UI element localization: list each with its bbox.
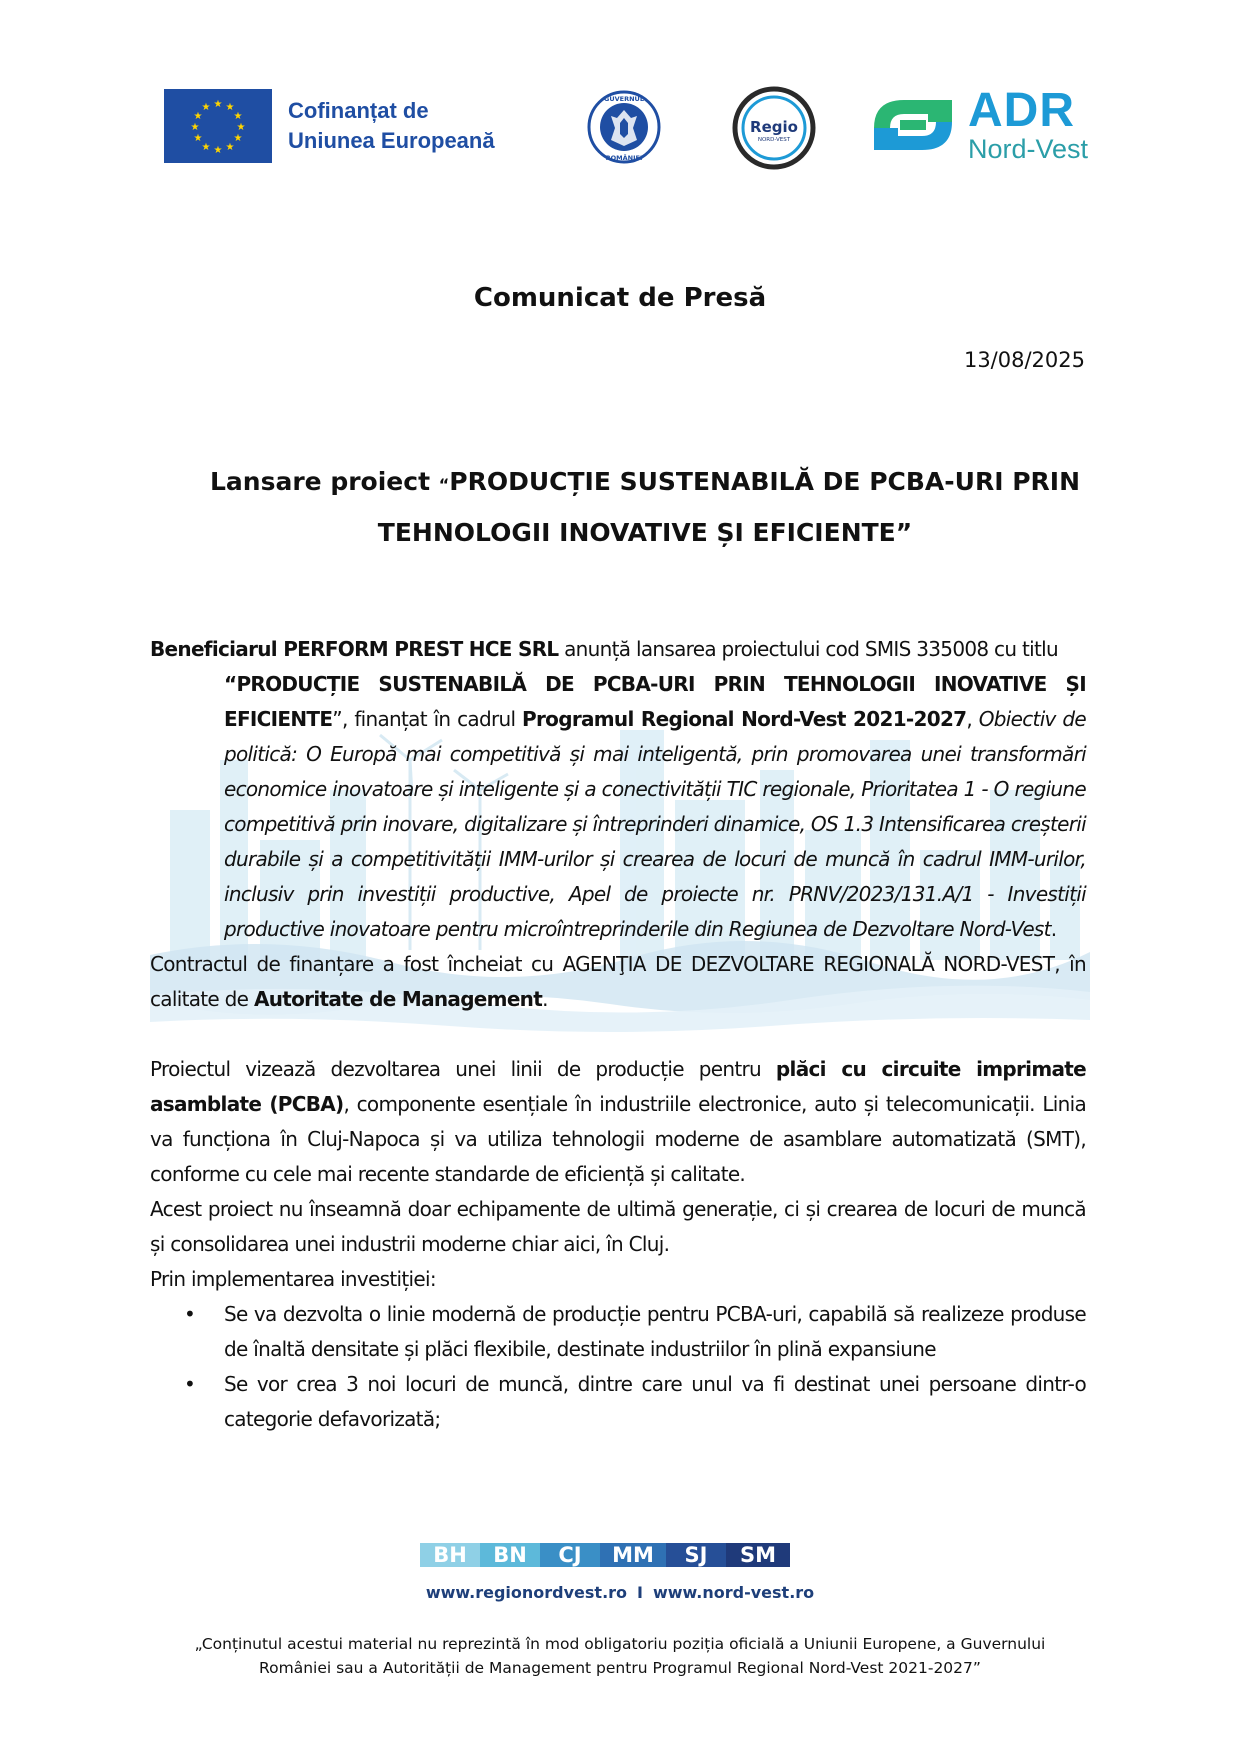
eu-flag-icon (164, 89, 272, 163)
county-sj: SJ (666, 1543, 726, 1567)
svg-text:★: ★ (225, 142, 235, 153)
financed-in-text: ”, finanțat în cadrul (332, 707, 523, 731)
county-bn: BN (480, 1543, 540, 1567)
svg-text:★: ★ (236, 122, 246, 133)
program-name: Programul Regional Nord-Vest 2021-2027 (522, 707, 967, 731)
project-title-open-quote: “ (438, 475, 450, 494)
website-link-regionordvest[interactable]: www.regionordvest.ro (425, 1583, 628, 1602)
svg-text:★: ★ (190, 122, 200, 133)
project-name: “PRODUCȚIE SUSTENABILĂ DE PCBA-URI PRIN TEHNOLOGII INOVATIVE ȘI EFICIENTE (224, 672, 1086, 731)
county-bh: BH (420, 1543, 480, 1567)
svg-text:ROMÂNIEI: ROMÂNIEI (605, 154, 643, 162)
contract-text: Contractul de finanțare a fost încheiat cu AGENŢIA DE DEZVOLTARE REGIONALĂ NORD-VEST, în calitate de (150, 952, 1086, 1011)
footer-disclaimer: „Conținutul acestui material nu reprezintă în mod obligatoriu poziția oficială a Uniunii Europene, a Guvernului României sau a Autorității de Management pentru Programul Regional Nord-Vest 2021-2027” (194, 1635, 1046, 1677)
paragraph-impact: Acest proiect nu înseamnă doar echipamente de ultimă generație, ci și crearea de locuri de muncă și consolidarea unei industrii moderne chiar aici, în Cluj. (150, 1197, 1086, 1256)
list-item: • Se va dezvolta o linie modernă de producție pentru PCBA-uri, capabilă să realizeze produse de înaltă densitate și plăci flexibile, destinate industriilor în plină expansiune (224, 1297, 1086, 1367)
project-title-close-quote: ” (895, 518, 913, 547)
svg-text:★: ★ (233, 111, 243, 122)
svg-text:★: ★ (213, 145, 223, 156)
beneficiary-name: Beneficiarul PERFORM PREST HCE SRL (150, 637, 559, 661)
eu-text-line2: Uniunea Europeană (288, 128, 495, 153)
romanian-government-seal-icon (587, 90, 661, 164)
website-link-nord-vest[interactable]: www.nord-vest.ro (652, 1583, 815, 1602)
svg-text:★: ★ (201, 142, 211, 153)
regio-logo (730, 86, 818, 170)
pcba-term: plăci cu circuite imprimate asamblate (PCBA) (150, 1057, 1086, 1116)
eu-text-line1: Cofinanțat de (288, 98, 429, 123)
page-title: Comunicat de Presă (473, 283, 767, 313)
paragraph-project-details (150, 667, 1086, 947)
regio-logo-text: Regio (750, 118, 798, 136)
document-date: 13/08/2025 (963, 348, 1085, 372)
management-authority: Autoritate de Management (253, 987, 543, 1011)
paragraph-project-goal (150, 1052, 1086, 1192)
svg-text:★: ★ (225, 102, 235, 113)
objective-end: . (1050, 917, 1057, 941)
implementation-list (150, 1297, 1086, 1437)
project-title-name: PRODUCȚIE SUSTENABILĂ DE PCBA-URI PRIN TEHNOLOGII INOVATIVE ȘI EFICIENTE (377, 467, 1080, 547)
paragraph-announcement (150, 632, 1086, 667)
svg-text:★: ★ (193, 111, 203, 122)
svg-text:★: ★ (193, 133, 203, 144)
paragraph-implementation-intro: Prin implementarea investiției: (150, 1267, 436, 1291)
program-comma: , (966, 707, 979, 731)
county-sm: SM (726, 1543, 790, 1567)
list-item: • Se vor crea 3 noi locuri de muncă, dintre care unul va fi destinat unei persoane dintr-o categorie defavorizată; (224, 1367, 1086, 1437)
announcement-text: anunță lansarea proiectului cod SMIS 335008 cu titlu (558, 637, 1058, 661)
county-mm: MM (600, 1543, 666, 1567)
press-release-body (150, 632, 1086, 1437)
goal-text-1: Proiectul vizează dezvoltarea unei linii de producție pentru (150, 1057, 776, 1081)
adr-subtext: Nord-Vest (968, 134, 1089, 164)
policy-objective: Obiectiv de politică: O Europă mai competitivă și mai inteligentă, prin promovarea unei transformări economice inovatoare și inteligente și a conectivității TIC regionale, Prioritatea 1 - O regiune competitivă prin inovare, digitalizare și întreprinderi dinamice, OS 1.3 Intensificarea creșterii durabile și a competitivității IMM-urilor și crearea de locuri de muncă în cadrul IMM-urilor, inclusiv prin investiții productive, Apel de proiecte nr. PRNV/2023/131.A/1 - Investiții productive inovatoare pentru microîntreprinderile din Regiunea de Dezvoltare Nord-Vest (224, 707, 1087, 941)
project-title (150, 458, 1140, 557)
svg-text:GUVERNUL: GUVERNUL (604, 95, 644, 103)
svg-text:★: ★ (213, 99, 223, 110)
contract-end: . (542, 987, 548, 1011)
county-bar (420, 1543, 790, 1567)
goal-text-2: , componente esențiale în industriile electronice, auto și telecomunicații. Linia va funcționa în Cluj-Napoca și va utiliza tehnologii moderne de asamblare automatizată (SMT), conforme cu cele mai recente standarde de eficiență și calitate. (150, 1092, 1087, 1186)
paragraph-contract (150, 947, 1086, 1017)
svg-text:★: ★ (201, 102, 211, 113)
footer-websites (0, 1583, 1240, 1602)
project-title-prefix: Lansare proiect (209, 467, 439, 496)
website-separator: I (637, 1583, 643, 1602)
adr-symbol-icon (870, 88, 956, 162)
county-cj: CJ (540, 1543, 600, 1567)
adr-nord-vest-logo (870, 84, 1089, 164)
eu-cofinancing-logo (164, 89, 495, 163)
svg-text:★: ★ (233, 133, 243, 144)
regio-logo-subtext: NORD-VEST (757, 137, 791, 143)
adr-text: ADR (968, 84, 1075, 137)
